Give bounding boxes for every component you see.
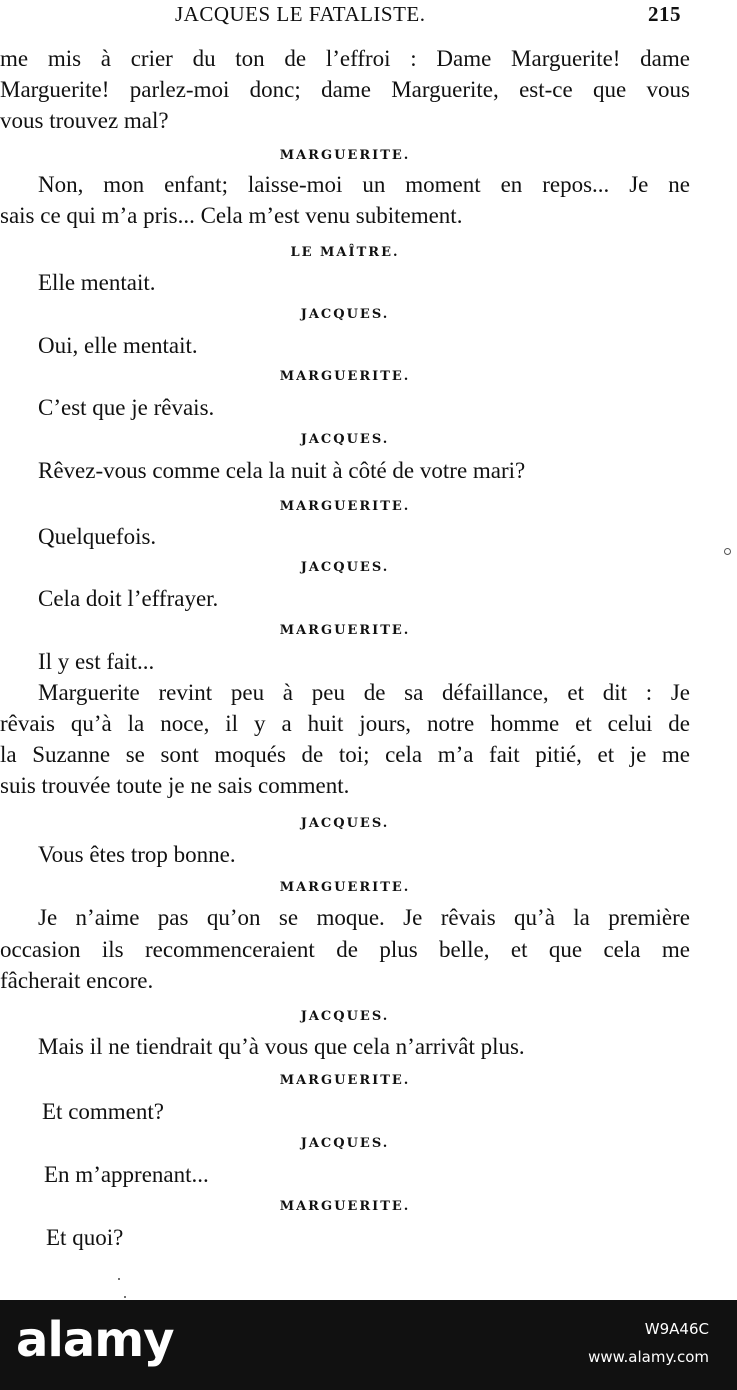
speaker-label: JACQUES. bbox=[300, 1009, 390, 1024]
speaker-label: MARGUERITE. bbox=[279, 880, 411, 895]
text-line: Rêvez-vous comme cela la nuit à côté de votre mari? bbox=[38, 458, 526, 483]
speaker-label: MARGUERITE. bbox=[279, 499, 411, 514]
speaker-label: MARGUERITE. bbox=[279, 623, 411, 638]
text-line: En m’apprenant... bbox=[44, 1162, 209, 1187]
speaker-label: MARGUERITE. bbox=[279, 369, 411, 384]
text-line: Non, mon enfant; laisse-moi un moment en repos... Je ne bbox=[38, 172, 690, 197]
speaker-label: JACQUES. bbox=[300, 307, 390, 322]
speaker-label: LE MAÎTRE. bbox=[290, 245, 400, 260]
speaker-label: JACQUES. bbox=[300, 560, 390, 575]
running-title: JACQUES LE FATALISTE. bbox=[175, 2, 426, 26]
text-line: occasion ils recommenceraient de plus belle, et que cela me bbox=[0, 937, 690, 962]
text-line: suis trouvée toute je ne sais comment. bbox=[0, 773, 350, 798]
print-speck bbox=[118, 1278, 120, 1280]
text-line: Et quoi? bbox=[46, 1225, 124, 1250]
text-line: Je n’aime pas qu’on se moque. Je rêvais qu’à la première bbox=[38, 905, 690, 930]
text-line: Et comment? bbox=[42, 1099, 164, 1124]
text-line: rêvais qu’à la noce, il y a huit jours, notre homme et celui de bbox=[0, 711, 690, 736]
text-line: la Suzanne se sont moqués de toi; cela m’a fait pitié, et je me bbox=[0, 742, 690, 767]
text-line: Vous êtes trop bonne. bbox=[38, 842, 236, 867]
text-line: Elle mentait. bbox=[38, 270, 156, 295]
text-line: C’est que je rêvais. bbox=[38, 395, 215, 420]
speaker-label: JACQUES. bbox=[300, 816, 390, 831]
speaker-label: MARGUERITE. bbox=[279, 1199, 411, 1214]
speaker-label: MARGUERITE. bbox=[279, 1073, 411, 1088]
speaker-label: JACQUES. bbox=[300, 432, 390, 447]
text-line: Marguerite! parlez-moi donc; dame Marguerite, est-ce que vous bbox=[0, 77, 690, 102]
print-speck bbox=[724, 548, 731, 555]
text-line: Quelquefois. bbox=[38, 524, 157, 549]
text-line: fâcherait encore. bbox=[0, 968, 154, 993]
watermark-url: www.alamy.com bbox=[588, 1348, 709, 1366]
running-header bbox=[0, 2, 737, 32]
page-number: 215 bbox=[648, 2, 681, 26]
text-line: Cela doit l’effrayer. bbox=[38, 586, 219, 611]
print-speck bbox=[124, 1296, 126, 1298]
watermark-bar bbox=[0, 1300, 737, 1390]
text-line: me mis à crier du ton de l’effroi : Dame Marguerite! dame bbox=[0, 46, 690, 71]
text-line: Mais il ne tiendrait qu’à vous que cela n’arrivât plus. bbox=[38, 1034, 525, 1059]
text-line: Il y est fait... bbox=[38, 649, 155, 674]
text-line: sais ce qui m’a pris... Cela m’est venu subitement. bbox=[0, 203, 463, 228]
text-line: vous trouvez mal? bbox=[0, 108, 169, 133]
speaker-label: JACQUES. bbox=[300, 1136, 390, 1151]
alamy-logo: alamy bbox=[16, 1312, 174, 1368]
image-id: W9A46C bbox=[644, 1320, 709, 1338]
text-line: Marguerite revint peu à peu de sa défaillance, et dit : Je bbox=[38, 680, 690, 705]
speaker-label: MARGUERITE. bbox=[279, 148, 411, 163]
text-line: Oui, elle mentait. bbox=[38, 333, 198, 358]
